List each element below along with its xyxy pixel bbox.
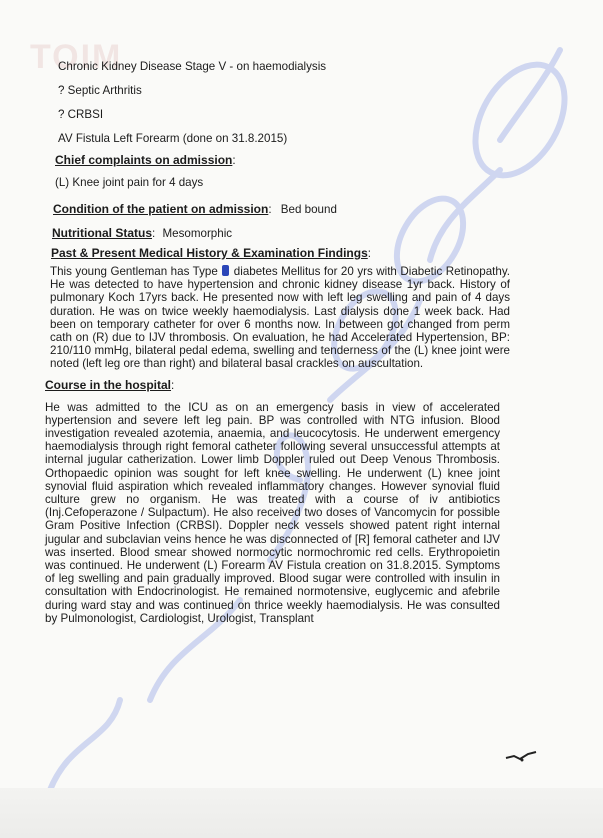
history-heading: Past & Present Medical History & Examination Findings bbox=[51, 246, 368, 260]
chief-complaints-text: (L) Knee joint pain for 4 days bbox=[55, 176, 204, 189]
diagnosis-line: AV Fistula Left Forearm (done on 31.8.2015) bbox=[58, 132, 288, 145]
condition-value: Bed bound bbox=[280, 203, 337, 216]
chief-complaints-section: Chief complaints on admission: bbox=[55, 153, 236, 167]
course-paragraph: He was admitted to the ICU as on an emergency basis in view of accelerated hypertension and severe left leg pain. BP was controlled with NTG infusion. Blood investigation revealed azotemia, anaemia, and leucocytosis. He underwent emergency haemodialysis through right femoral catheter following several unsuccessful attempts at internal jugular catherization. Lower limb Doppler ruled out Deep Venous Thrombosis. Orthopaedic opinion was sought for left knee swelling. He underwent (L) knee joint synovial fluid aspiration which revealed inflammatory changes. However synovial fluid culture grew no organism. He was treated with a course of iv antibiotics (Inj.Cefoperazone / Sulpactum). He also received two doses of Vancomycin for possible Gram Positive Infection (CRBSI). Doppler neck vessels showed patent right internal jugular and subclavian veins hence he was disconnected of [R] femoral catheter and IJV was inserted. Blood smear showed normocytic normochromic red cells. Erythropoietin was continued. He underwent (L) Forearm AV Fistula creation on 31.8.2015. Symptoms of leg swelling and pain gradually improved. Blood sugar were controlled with insulin in consultation with Endocrinologist. He remained normotensive, euglycemic and afebrile during ward stay and was continued on thrice weekly haemodialysis. He was consulted by Pulmonologist, Cardiologist, Urologist, Transplant bbox=[45, 400, 500, 625]
diagnosis-line: Chronic Kidney Disease Stage V - on haemodialysis bbox=[58, 60, 327, 73]
watermark-logo: TOIM bbox=[30, 38, 123, 76]
course-heading: Course in the hospital bbox=[45, 377, 172, 392]
highlight-mark-icon bbox=[222, 265, 229, 276]
condition-section: Condition of the patient on admission: Bed bound bbox=[53, 202, 337, 216]
history-paragraph: This young Gentleman has Type diabetes Mellitus for 20 yrs with Diabetic Retinopathy. He was detected to have hypertension and chronic kidney disease 1yr back. History of pulmonary Koch 17yrs back. He presented now with left leg swelling and pain of 4 days duration. He was on twice weekly haemodialysis. Last dialysis done 1 week back. Had been on temporary catheter for over 6 months now. In between got changed from perm cath on (R) due to IJV thrombosis. On evaluation, he had Accelerated Hypertension, BP: 210/110 mmHg, bilateral pedal edema, swelling and tenderness of the (L) knee joint were noted (left leg ore than right) and bilateral basal crackles on auscultation. bbox=[50, 265, 510, 371]
nutrition-heading: Nutritional Status bbox=[52, 226, 153, 240]
condition-heading: Condition of the patient on admission bbox=[53, 202, 269, 216]
course-section-header: Course in the hospital: bbox=[45, 377, 175, 392]
diagnosis-line: ? CRBSI bbox=[58, 108, 104, 121]
pen-mark-icon bbox=[502, 746, 542, 766]
nutrition-value: Mesomorphic bbox=[162, 227, 233, 240]
chief-complaints-heading: Chief complaints on admission bbox=[55, 153, 233, 167]
history-section-header: Past & Present Medical History & Examination Findings: bbox=[51, 246, 371, 260]
diagnosis-line: ? Septic Arthritis bbox=[58, 84, 142, 97]
page-bottom-margin bbox=[0, 788, 603, 838]
document-body bbox=[45, 60, 515, 625]
nutrition-section: Nutritional Status: Mesomorphic bbox=[52, 226, 233, 240]
